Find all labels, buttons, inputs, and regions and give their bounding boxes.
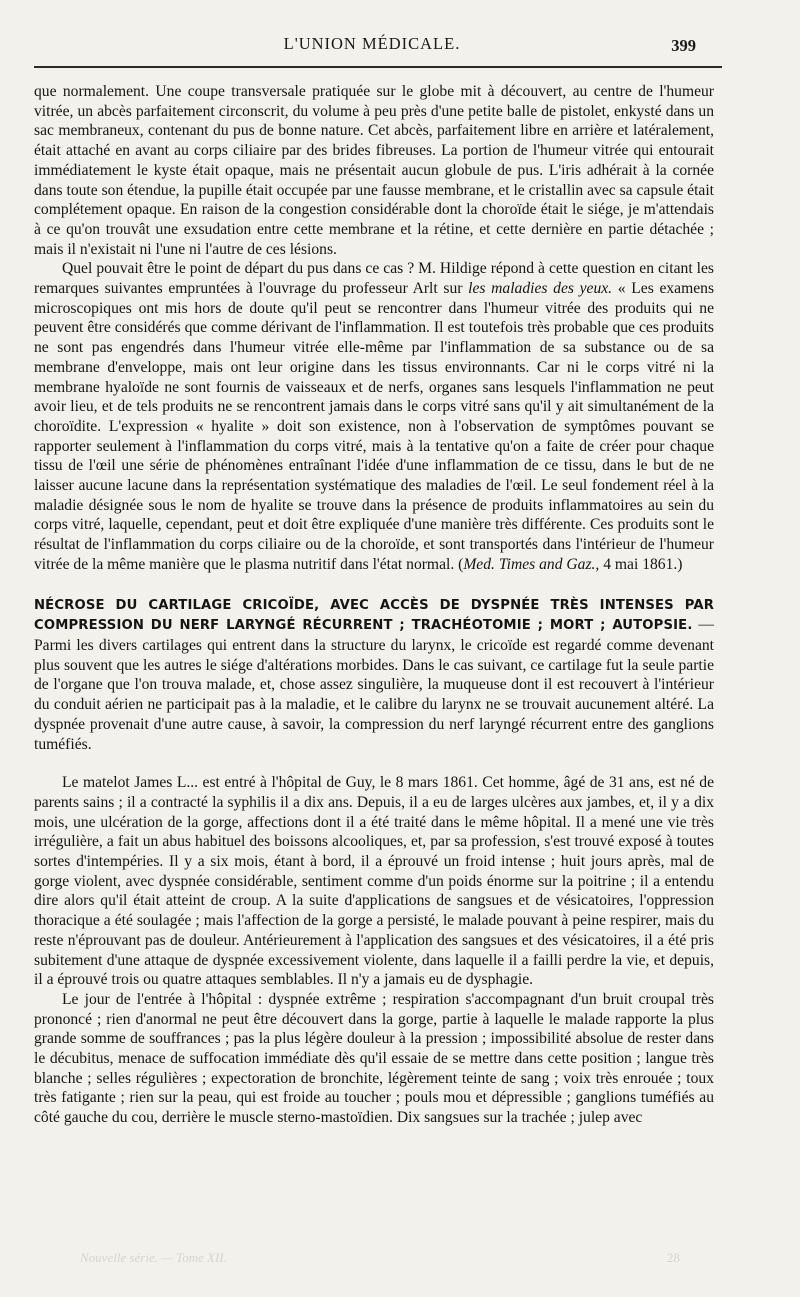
- paragraph-necrose-section: [34, 595, 714, 755]
- section-heading: NÉCROSE DU CARTILAGE CRICOÏDE, AVEC ACCÈS DE DYSPNÉE TRÈS INTENSES PAR COMPRESSION DU NERF LARYNGÉ RÉCURRENT ; TRACHÉOTOMIE ; MORT ; AUTOPSIE.: [34, 597, 714, 634]
- citation-date: 4 mai 1861.): [599, 555, 683, 573]
- citation-source: Med. Times and Gaz.,: [463, 555, 600, 573]
- article-body: [34, 82, 714, 1128]
- book-title: les maladies des yeux.: [468, 280, 613, 298]
- paragraph-admission: Le jour de l'entrée à l'hôpital : dyspnée extrême ; respiration s'accompagnant d'un bruit croupal très prononcé ; rien d'anormal ne peut être découvert dans la gorge, partie à laquelle le malade rapporte la plus grande somme de souffrances ; pas la plus légère douleur à la pression ; impossibilité absolue de rester dans le décubitus, menace de suffocation immédiate dès qu'il essaie de se mettre dans cette position ; langue très blanche ; selles régulières ; expectoration de bronchite, légèrement teinte de sang ; voix très enrouée ; toux très fatigante ; rien sur la peau, qui est froide au toucher ; pouls mou et dépressible ; ganglions tuméfiés au côté gauche du cou, derrière le muscle sterno-mastoïdien. Dix sangsues sur la trachée ; julep avec: [34, 990, 714, 1127]
- paragraph-case-history: Le matelot James L... est entré à l'hôpital de Guy, le 8 mars 1861. Cet homme, âgé de 31 ans, est né de parents sains ; il a contracté la syphilis il a dix ans. Depuis, il a eu de larges ulcères aux jambes, et, il y a dix mois, une ulcération de la gorge, affections dont il a été traité dans le même hôpital. Il a mené une vie très irrégulière, a fait un abus habituel des boissons alcooliques, et, par sa profession, s'est trouvé exposé à toutes sortes d'intempéries. Il y a six mois, étant à bord, il a éprouvé un froid intense ; huit jours après, mal de gorge violent, avec dyspnée considérable, sentiment comme d'un poids énorme sur la poitrine ; il a entendu dire alors qu'il était atteint de croup. A la suite d'applications de sangsues et de vésicatoires, l'oppression thoracique a été soulagée ; mais l'affection de la gorge a persisté, le malade pouvant à peine respirer, mais du reste n'éprouvant pas de douleur. Antérieurement à l'application des sangsues et des vésicatoires, il a été pris subitement d'une attaque de dyspnée excessivement violente, dans laquelle il a failli perdre la vie, et depuis, il a éprouvé trois ou quatre attaques semblables. Il n'y a jamais eu de dysphagie.: [34, 774, 714, 989]
- paragraph-text: « Les examens microscopiques ont mis hors de doute qu'il peut se rencontrer dans l'humeur vitrée des produits qui ne peuvent être considérés que comme dérivant de l'inflammation. Il est toutefois très probable que ces produits ne sont pas engendrés dans l'humeur vitrée elle-même par l'inflammation de sa substance ou de sa membrane d'enveloppe, mais ont leur origine dans les tissus environnants. Car ni le corps vitré ni la membrane hyaloïde ne sont fournis de vaisseaux et de nerfs, organes sans lesquels l'inflammation ne peut avoir lieu, et de tels produits ne se rencontrent jamais dans le corps vitré sans qu'il y ait simultanément de la choroïdite. L'expression « hyalite » doit son existence, non à l'observation de symptômes pouvant se rapporter seulement à l'inflammation du corps vitré, mais à la tentative qu'on a faite de créer pour chaque tissu de l'œil une série de phénomènes entraînant l'idée d'une inflammation de ce tissu, dans le but de ne laisser aucune lacune dans la représentation systématique des maladies de l'œil. Le seul fondement réel à la maladie désignée sous le nom de hyalite se trouve dans la présence de produits inflammatoires au sein du corps vitré, laquelle, cependant, peut et doit être expliquée d'une manière très différente. Ces produits sont le résultat de l'inflammation du corps ciliaire ou de la choroïde, et sont transportés dans l'intérieur de l'humeur vitrée de la même manière que le plasma nutritif dans l'état normal. (: [34, 280, 715, 573]
- page-number: 399: [671, 36, 696, 55]
- running-title: L'UNION MÉDICALE.: [283, 34, 461, 53]
- paragraph-text: — Parmi les divers cartilages qui entrent dans la structure du larynx, le cricoïde est regardé comme devenant plus souvent que les autres le siége d'altérations morbides. Dans le cas suivant, ce cartilage fut la seule partie de l'organe que l'on trouva malade, et, chose assez singulière, la muqueuse dont il est recouvert à l'intérieur du conduit aérien ne participait pas à la maladie, et le calibre du larynx ne se trouvait aucunement altéré. La dyspnée provenait d'une autre cause, à savoir, la compression du nerf laryngé récurrent entre des ganglions tuméfiés.: [34, 616, 715, 753]
- header-rule: [34, 66, 722, 68]
- paragraph-hildige-arlt: [34, 259, 714, 574]
- footer-series: Nouvelle série. — Tome XII.: [80, 1250, 227, 1265]
- footer-signature: 28: [667, 1250, 680, 1265]
- page-header: [34, 34, 710, 64]
- paragraph-autopsy-findings: que normalement. Une coupe transversale pratiquée sur le globe mit à découvert, au centre de l'humeur vitrée, un abcès parfaitement circonscrit, du volume à peu près d'une petite balle de pistolet, enkysté dans un sac membraneux, contenant du pus de bonne nature. Cet abcès, parfaitement libre en arrière et latéralement, était attaché en avant au corps ciliaire par des brides fibreuses. La portion de l'humeur vitrée qui entourait immédiatement le kyste était opaque, mais ne présentait aucun globule de pus. L'iris adhérait à la cornée dans toute son étendue, la pupille était occupée par une fausse membrane, et le cristallin avec sa capsule était complétement opaque. En raison de la congestion considérable dont la choroïde était le siége, je m'attendais à ce qu'on trouvât une exsudation entre cette membrane et la rétine, et cette dernière en partie détachée ; mais il n'existait ni l'une ni l'autre de ces lésions.: [34, 83, 714, 258]
- paragraph-text: Quel pouvait être le point de départ du pus dans ce cas ? M. Hildige répond à cette question en citant les remarques suivantes empruntées à l'ouvrage du professeur Arlt sur: [34, 260, 714, 298]
